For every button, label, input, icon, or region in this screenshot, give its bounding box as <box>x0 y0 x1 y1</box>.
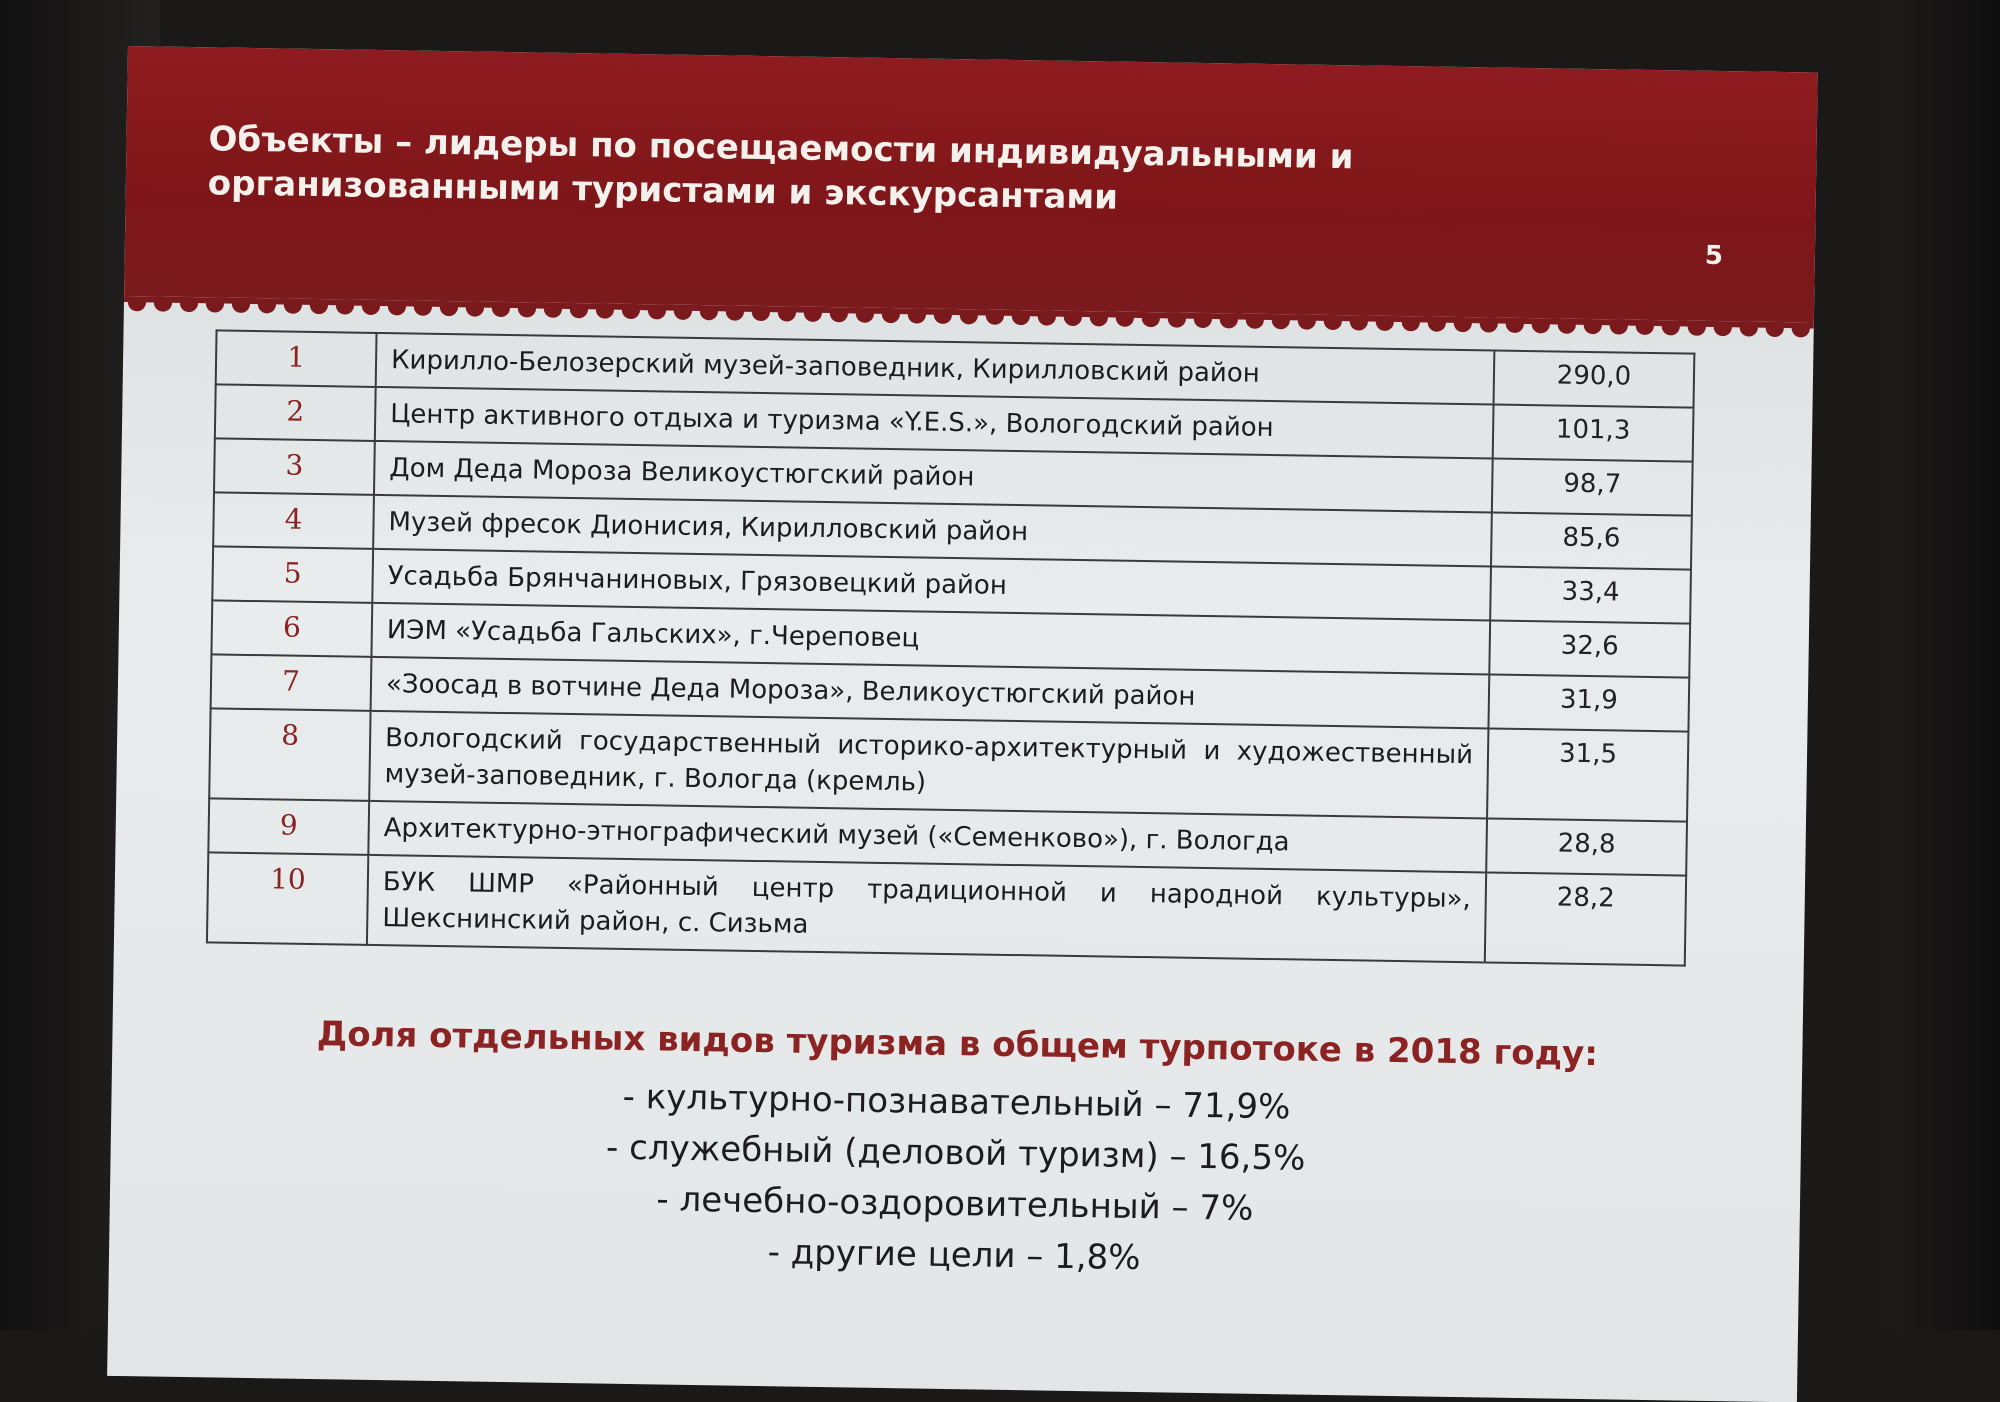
visits-value: 31,5 <box>1487 728 1688 821</box>
object-name: Усадьба Брянчаниновых, Грязовецкий район <box>372 549 1491 621</box>
visits-value: 31,9 <box>1488 674 1689 731</box>
visits-value: 32,6 <box>1489 620 1690 677</box>
row-number: 2 <box>215 384 376 441</box>
tourism-share-list <box>109 1064 1802 1295</box>
object-name: «Зоосад в вотчине Деда Мороза», Великоустюгский район <box>371 657 1490 729</box>
row-number: 5 <box>212 546 373 603</box>
visits-value: 290,0 <box>1494 350 1695 407</box>
row-number: 1 <box>216 330 377 387</box>
row-number: 9 <box>208 798 369 855</box>
page-number: 5 <box>1704 240 1724 272</box>
object-name: Кирилло-Белозерский музей-заповедник, Кирилловский район <box>376 333 1495 405</box>
share-item: - культурно-познавательный – 71,9% <box>622 1076 1291 1128</box>
object-name: Архитектурно-этнографический музей («Семенково»), г. Вологда <box>368 801 1487 873</box>
row-number: 10 <box>207 852 368 945</box>
visits-value: 28,8 <box>1486 818 1687 875</box>
tourism-share-heading: Доля отдельных видов туризма в общем турпотоке в 2018 году: <box>316 1014 1599 1075</box>
row-number: 6 <box>211 600 372 657</box>
object-name: Вологодский государственный историко-архитектурный и художественный музей-заповедник, г. Вологда (кремль) <box>369 711 1488 819</box>
slide-header <box>124 46 1818 323</box>
object-name: БУК ШМР «Районный центр традиционной и народной культуры», Шекснинский район, с. Сизьма <box>367 855 1486 963</box>
object-name: Музей фресок Дионисия, Кирилловский район <box>373 495 1492 567</box>
row-number: 3 <box>214 438 375 495</box>
slide-title: Объекты – лидеры по посещаемости индивидуальными и организованными туристами и экскурсантами <box>207 119 1354 218</box>
visits-value: 98,7 <box>1492 458 1693 515</box>
row-number: 8 <box>209 708 370 801</box>
share-item: - лечебно-оздоровительный – 7% <box>656 1179 1254 1229</box>
leaders-table <box>206 329 1695 966</box>
visits-value: 85,6 <box>1491 512 1692 569</box>
visits-value: 28,2 <box>1485 872 1686 965</box>
projected-slide <box>107 46 1818 1402</box>
row-number: 7 <box>211 654 372 711</box>
visits-value: 101,3 <box>1493 404 1694 461</box>
visits-value: 33,4 <box>1490 566 1691 623</box>
row-number: 4 <box>213 492 374 549</box>
room-wall-right <box>1880 0 2000 1330</box>
object-name: Центр активного отдыха и туризма «Y.E.S.», Вологодский район <box>375 387 1494 459</box>
share-item: - служебный (деловой туризм) – 16,5% <box>605 1127 1306 1179</box>
object-name: Дом Деда Мороза Великоустюгский район <box>374 441 1493 513</box>
object-name: ИЭМ «Усадьба Гальских», г.Череповец <box>371 603 1490 675</box>
share-item: - другие цели – 1,8% <box>767 1232 1141 1279</box>
